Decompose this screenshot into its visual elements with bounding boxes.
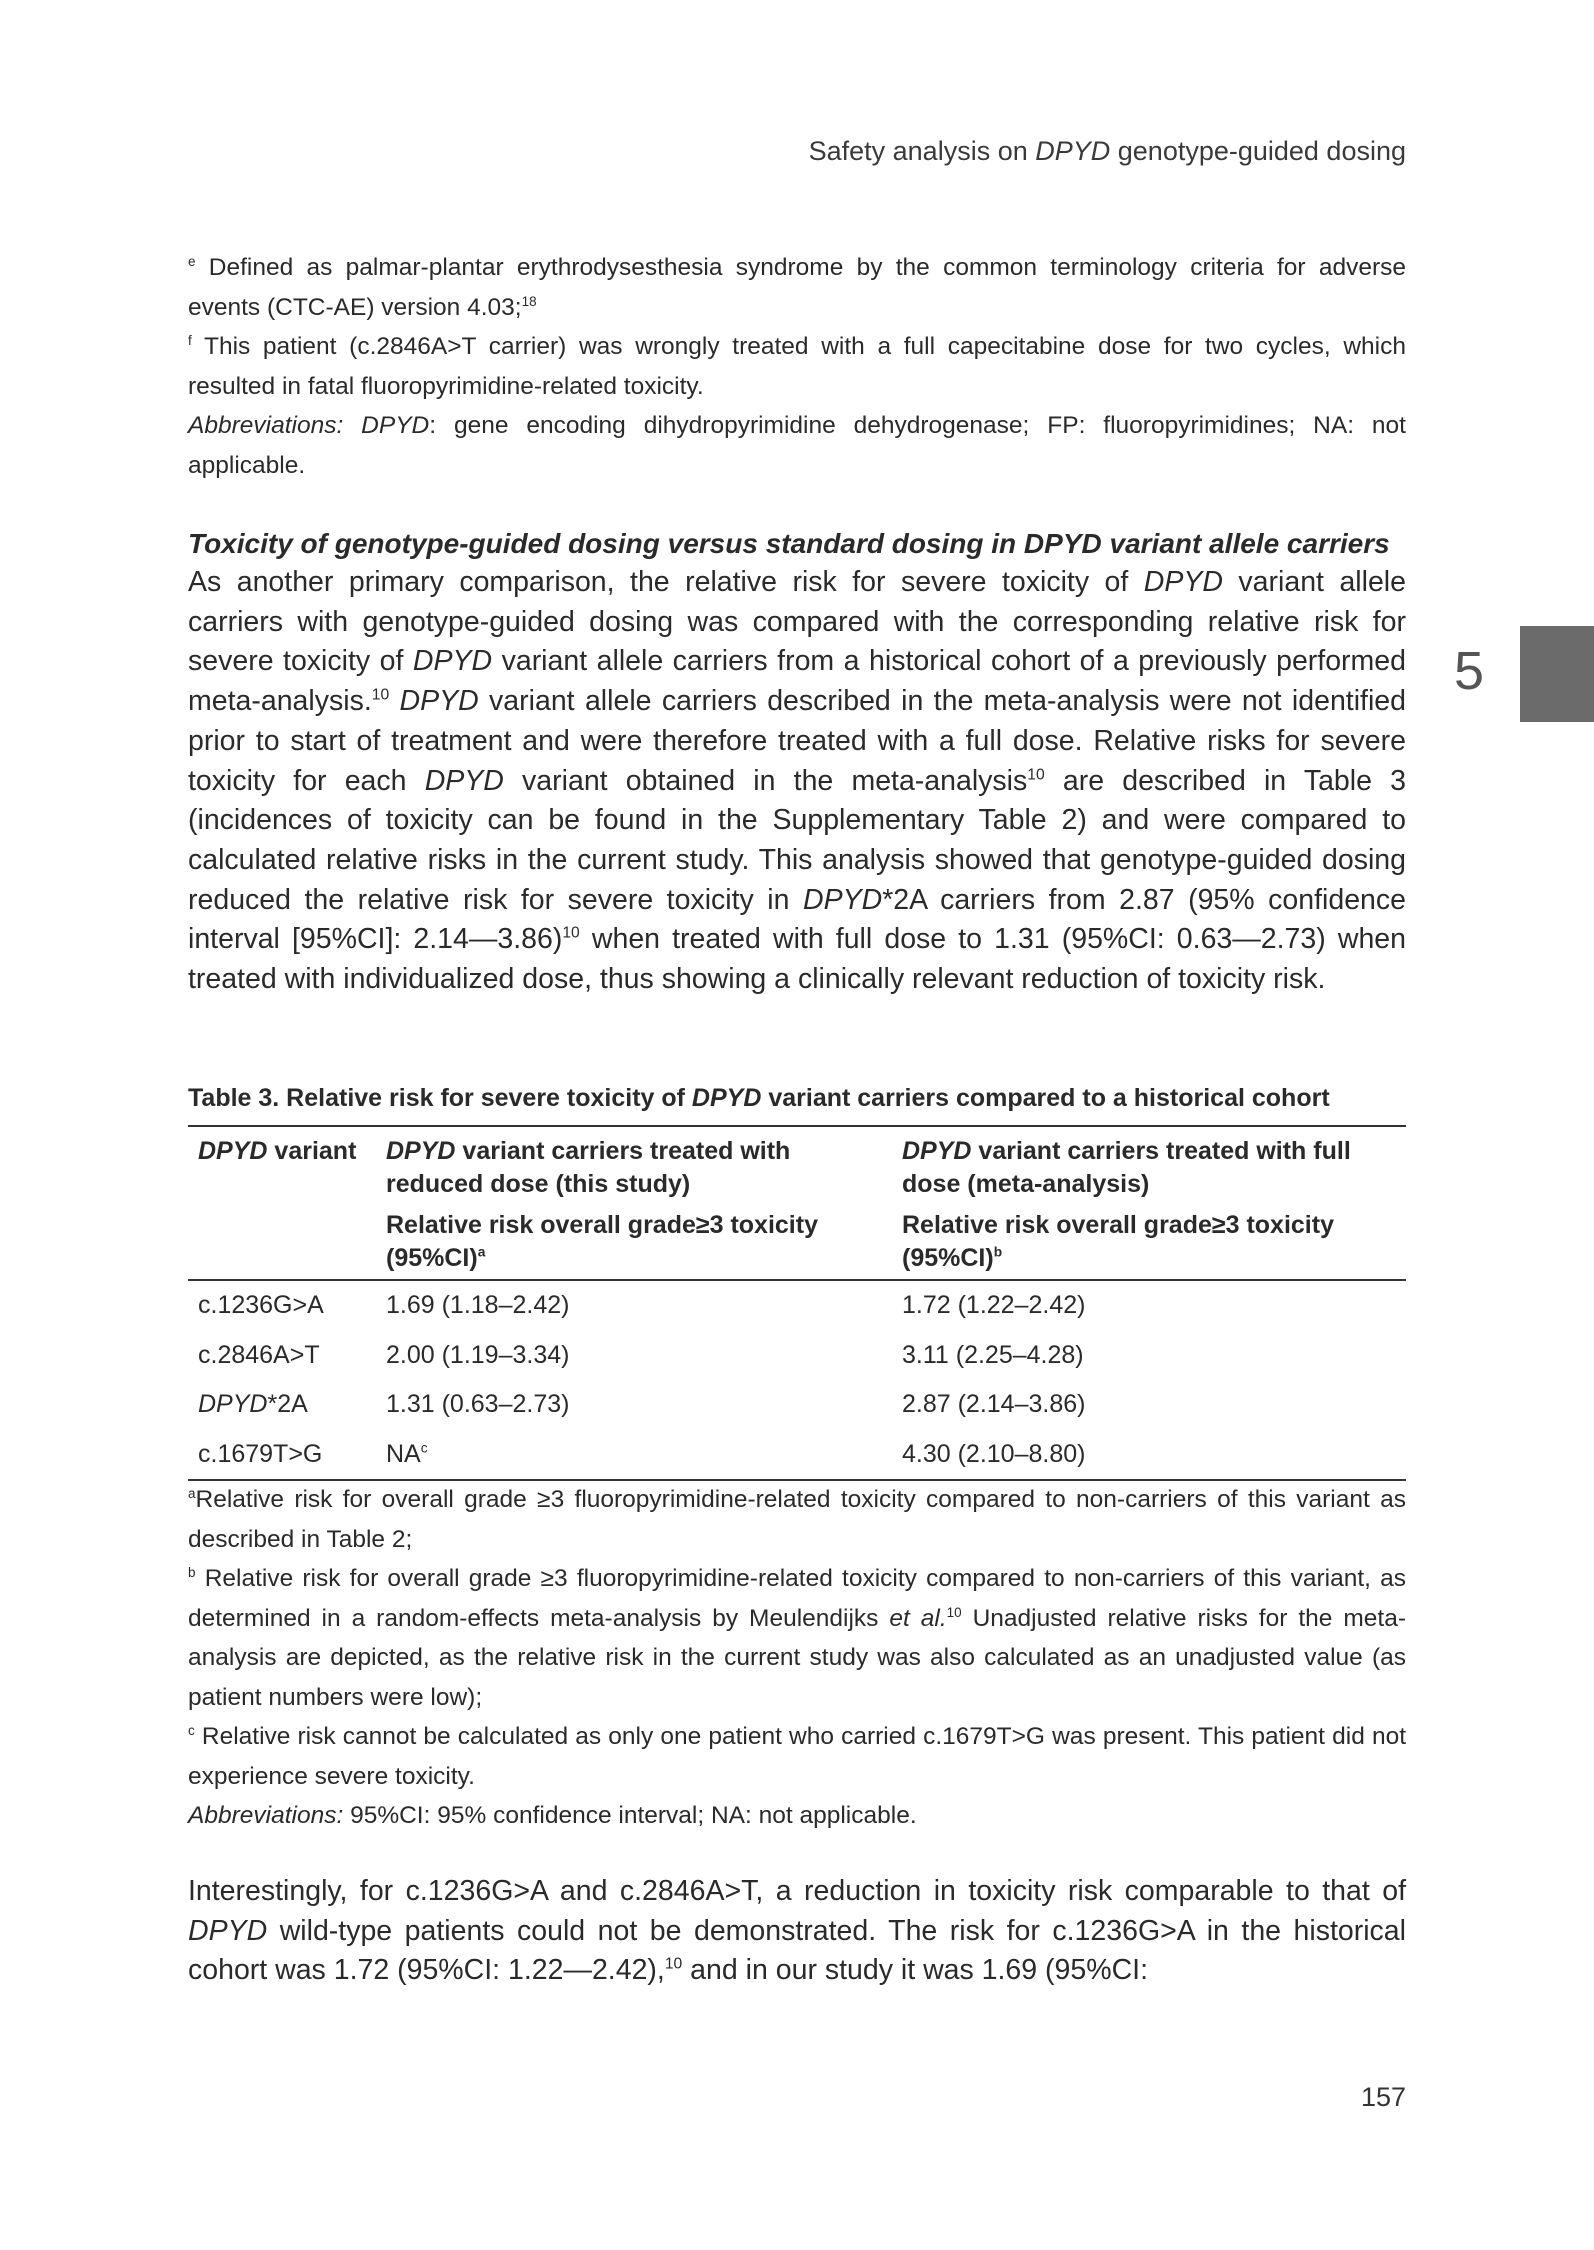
meta-cell: 3.11 (2.25–4.28) [902,1340,1084,1369]
table-3 [188,1084,1406,1481]
col-header-variant: DPYD variant [188,1126,376,1201]
risk-table [188,1125,1406,1481]
table-abbreviations: Abbreviations: 95%CI: 95% confidence interval; NA: not applicable. [188,1802,917,1829]
closing-text: Interestingly, for c.1236G>A and c.2846A>T, a reduction in toxicity risk comparable to that of DPYD wild-type patients could not be demonstrated. The risk for c.1236G>A in the historical cohort was 1.72 (95%CI: 1.22—2.42),$^{10}$ and in our study it was 1.69 (95%CI: [188,1875,1406,1987]
this-study-cell: 1.69 (1.18–2.42) [386,1291,570,1320]
section [188,525,1406,1000]
subheader-this-study: Relative risk overall grade≥3 toxicity $(95\%CI)^a$ [376,1201,892,1280]
subheader-meta: Relative risk overall grade≥3 toxicity $(95\%CI)^b$ [892,1201,1406,1280]
meta-cell: 1.72 (1.22–2.42) [902,1291,1086,1320]
meta-cell: 2.87 (2.14–3.86) [902,1390,1086,1419]
this-study-cell: $NA^c$ [376,1430,892,1481]
footnote-f: $^f$ This patient (c.2846A>T carrier) was wrongly treated with a full capecitabine dose for two cycles, which resulted in fatal fluoropyrimidine-related toxicity. [188,332,1406,400]
footnote-e: $^e$ Defined as palmar-plantar erythrodysesthesia syndrome by the common terminology criteria for adverse events (CTC-AE) version 4.03;$^{18}$ [188,253,1407,321]
this-study-cell: 1.31 (0.63–2.73) [386,1390,570,1419]
running-header: Safety analysis on DPYD genotype-guided dosing [808,136,1406,166]
table-row [188,1430,1406,1481]
table-row [188,1380,1406,1430]
variant-cell: c.1236G>A [198,1291,324,1320]
table-footnote-a: $^a$Relative risk for overall grade ≥3 fluoropyrimidine-related toxicity compared to non-carriers of this variant as described in Table 2; [188,1485,1406,1553]
col-header-meta: DPYD variant carriers treated with full dose (meta-analysis) [892,1126,1406,1201]
variant-cell: DPYD*2A [198,1390,308,1419]
subheader-empty [188,1201,376,1280]
table-footnote-c: $^c$ Relative risk cannot be calculated as only one patient who carried c.1679T>G was present. This patient did not experience severe toxicity. [188,1722,1406,1790]
closing-paragraph [188,1872,1406,1991]
page-number: 157 [1360,2082,1406,2112]
table-row [188,1331,1406,1381]
top-footnotes [188,248,1406,485]
col-header-this-study: DPYD variant carriers treated with reduced dose (this study) [376,1126,892,1201]
section-heading: Toxicity of genotype-guided dosing versus standard dosing in DPYD variant allele carriers [188,528,1390,559]
this-study-cell: 2.00 (1.19–3.34) [386,1340,570,1369]
abbreviations: Abbreviations: DPYD: gene encoding dihydropyrimidine dehydrogenase; FP: fluoropyrimidines; NA: not applicable. [188,412,1406,479]
table-footnotes [188,1480,1406,1836]
table-footnote-b: $^b$ Relative risk for overall grade ≥3 fluoropyrimidine-related toxicity compared to non-carriers of this variant, as determined in a random-effects meta-analysis by Meulendijks et al.$^{10}$ Unadjusted relative risks for the meta-analysis are depicted, as the relative risk in the current study was also calculated as an unadjusted value (as patient numbers were low); [188,1564,1407,1711]
variant-cell: c.1679T>G [188,1430,376,1481]
section-paragraph: As another primary comparison, the relative risk for severe toxicity of DPYD variant allele carriers with genotype-guided dosing was compared with the corresponding relative risk for severe toxicity of DPYD variant allele carriers from a historical cohort of a previously performed meta-analysis.$^{10}$ DPYD variant allele carriers described in the meta-analysis were not identified prior to start of treatment and were therefore treated with a full dose. Relative risks for severe toxicity for each DPYD variant obtained in the meta-analysis$^{10}$ are described in Table 3 (incidences of toxicity can be found in the Supplementary Table 2) and were compared to calculated relative risks in the current study. This analysis showed that genotype-guided dosing reduced the relative risk for severe toxicity in DPYD*2A carriers from 2.87 (95% confidence interval [95%CI]: 2.14—3.86)$^{10}$ when treated with full dose to 1.31 (95%CI: 0.63—2.73) when treated with individualized dose, thus showing a clinically relevant reduction of toxicity risk. [188,566,1406,996]
chapter-number: 5 [1454,641,1485,701]
table-caption: Table 3. Relative risk for severe toxicity of DPYD variant carriers compared to a historical cohort [188,1084,1330,1112]
table-row [188,1280,1406,1331]
chapter-tab [1520,626,1594,722]
variant-cell: c.2846A>T [198,1340,320,1369]
meta-cell: 4.30 (2.10–8.80) [892,1430,1406,1481]
